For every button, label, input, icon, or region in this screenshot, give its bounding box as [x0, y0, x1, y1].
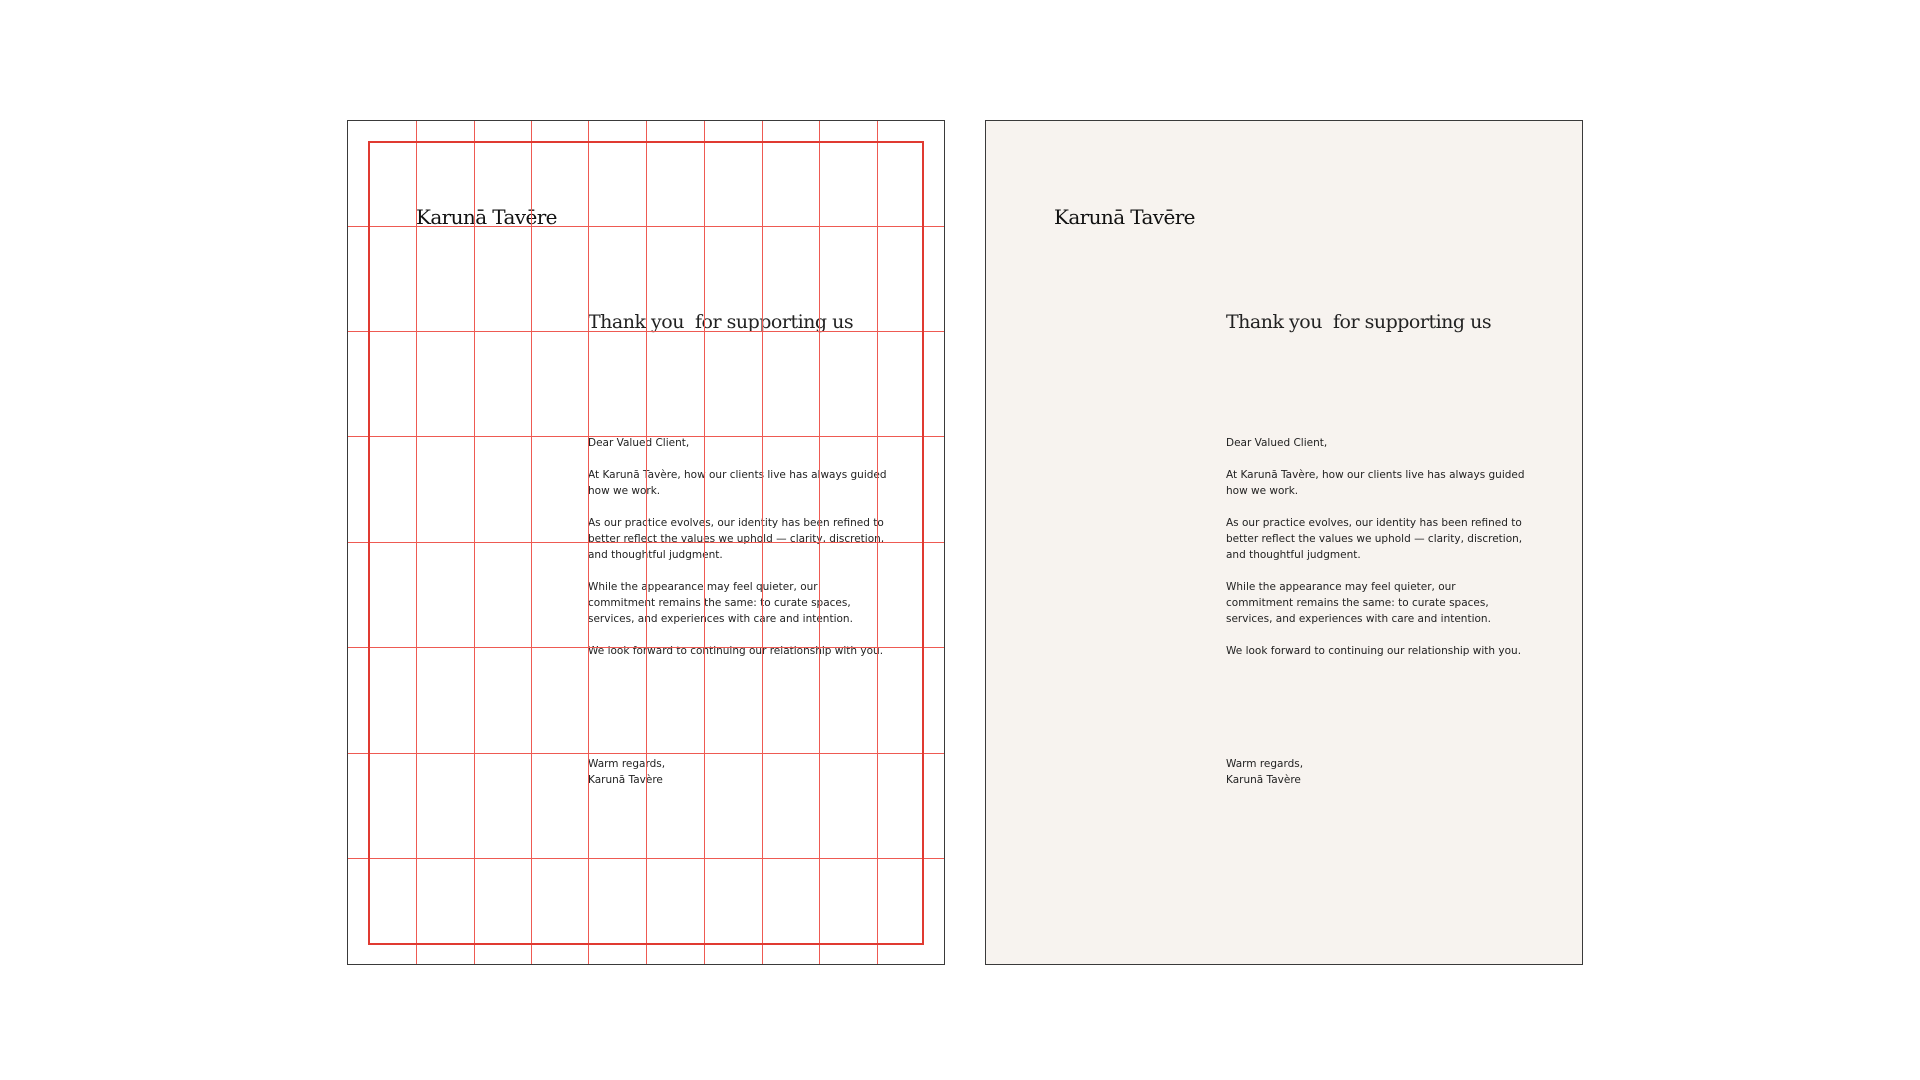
letter-signature: Karunā Tavère [588, 774, 663, 786]
letter-paragraph: We look forward to continuing our relationship with you. [1226, 645, 1522, 657]
letter-paragraph: As our practice evolves, our identity has been refined to better reflect the values we uphold — clarity, discretion, and thoughtful judgment. [588, 517, 885, 561]
letter-paragraph: At Karunā Tavère, how our clients live has always guided how we work. [1226, 469, 1525, 497]
letter-greeting: Dear Valued Client, [588, 437, 690, 449]
grid-column-line [474, 121, 475, 965]
letter-paragraph: At Karunā Tavère, how our clients live has always guided how we work. [588, 469, 887, 497]
letter-body [588, 435, 888, 675]
letter-paragraph: While the appearance may feel quieter, our commitment remains the same: to curate spaces, services, and experiences with care and intention. [1226, 581, 1491, 625]
letter-paragraph: As our practice evolves, our identity has been refined to better reflect the values we uphold — clarity, discretion, and thoughtful judgment. [1226, 517, 1523, 561]
grid-row-line [348, 858, 945, 859]
grid-column-line [531, 121, 532, 965]
grid-row-line [348, 753, 945, 754]
letter-signoff [588, 756, 665, 788]
letter-body [1226, 435, 1526, 675]
letter-paragraph: While the appearance may feel quieter, our commitment remains the same: to curate spaces, services, and experiences with care and intention. [588, 581, 853, 625]
letter-page-final [985, 120, 1583, 965]
letter-signature: Karunā Tavère [1226, 774, 1301, 786]
letter-signoff [1226, 756, 1303, 788]
grid-column-line [416, 121, 417, 965]
letter-page-with-grid [347, 120, 945, 965]
letter-heading: Thank you for supporting us [588, 311, 854, 333]
letter-closing: Warm regards, [1226, 758, 1304, 770]
letter-greeting: Dear Valued Client, [1226, 437, 1328, 449]
letter-closing: Warm regards, [588, 758, 666, 770]
letter-paragraph: We look forward to continuing our relationship with you. [588, 645, 884, 657]
brand-wordmark: Karunā Tavēre [416, 205, 557, 229]
brand-wordmark: Karunā Tavēre [1054, 205, 1195, 229]
letter-heading: Thank you for supporting us [1226, 311, 1492, 333]
